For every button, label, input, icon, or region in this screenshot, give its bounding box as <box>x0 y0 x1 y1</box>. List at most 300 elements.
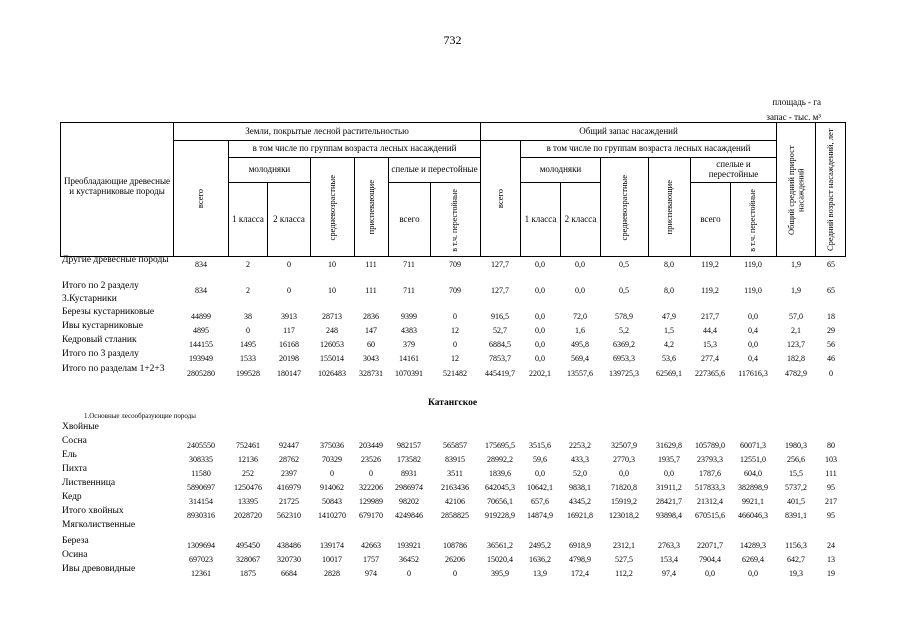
row-label: Березы кустарниковые <box>62 307 155 317</box>
table-cell: 521482 <box>443 369 467 378</box>
table-cell: 256,6 <box>787 455 805 464</box>
page-number: 732 <box>443 33 462 47</box>
table-cell: 433,3 <box>571 455 589 464</box>
table-cell: 153,4 <box>660 555 678 564</box>
table-cell: 4,2 <box>664 340 674 349</box>
table-header <box>60 122 846 257</box>
table-row <box>60 480 846 492</box>
table-cell: 139725,3 <box>609 369 639 378</box>
table-cell: 2397 <box>281 469 297 478</box>
table-cell: 129989 <box>359 497 383 506</box>
table-cell: 0,0 <box>575 260 585 269</box>
table-cell: 23793,3 <box>697 455 723 464</box>
table-row <box>60 351 846 363</box>
table-cell: 111 <box>365 260 377 269</box>
table-cell: 1,9 <box>791 286 801 295</box>
table-cell: 916,5 <box>491 312 509 321</box>
table-cell: 6269,4 <box>742 555 764 564</box>
table-cell: 70656,1 <box>487 497 513 506</box>
row-label: Мягколиственные <box>62 520 136 530</box>
row-label: Осина <box>62 550 88 560</box>
table-cell: 4782,9 <box>785 369 807 378</box>
table-cell: 1875 <box>240 569 256 578</box>
table-cell: 0 <box>453 569 457 578</box>
table-cell: 252 <box>242 469 254 478</box>
table-cell: 1410270 <box>318 511 346 520</box>
middle-aged-stock-header: средневозрастные <box>618 174 629 241</box>
table-cell: 0,0 <box>535 326 545 335</box>
row-label: Ивы древовидные <box>62 564 136 574</box>
table-cell: 60 <box>367 340 375 349</box>
table-cell: 117 <box>283 326 295 335</box>
table-cell: 1026483 <box>318 369 346 378</box>
table-cell: 65 <box>827 260 835 269</box>
table-cell: 565857 <box>443 441 467 450</box>
table-row <box>60 283 846 295</box>
row-label: Итого по 2 разделу <box>62 281 139 291</box>
middle-aged-area-header: средневозрастные <box>326 174 337 241</box>
table-cell: 495,8 <box>571 340 589 349</box>
table-cell: 15,3 <box>703 340 717 349</box>
table-cell: 42106 <box>445 497 465 506</box>
table-cell: 2312,1 <box>613 541 635 550</box>
table-cell: 6918,9 <box>569 541 591 550</box>
row-label: Хвойные <box>62 422 99 432</box>
row-label: Итого хвойных <box>62 506 124 516</box>
table-cell: 8,0 <box>664 260 674 269</box>
table-cell: 569,4 <box>571 354 589 363</box>
land-covered-header: Земли, покрытые лесной растительностью <box>245 126 409 137</box>
table-row <box>60 466 846 478</box>
table-cell: 982157 <box>397 441 421 450</box>
table-cell: 9399 <box>401 312 417 321</box>
table-cell: 139174 <box>320 541 344 550</box>
table-cell: 56 <box>827 340 835 349</box>
table-cell: 919228,9 <box>485 511 515 520</box>
mature-area-header: спелые и перестойные <box>391 164 478 175</box>
row-label: 3.Кустарники <box>62 294 117 304</box>
row-label: Кедровый стланик <box>62 335 137 345</box>
table-row <box>60 309 846 321</box>
table-cell: 1757 <box>363 555 379 564</box>
table-cell: 12136 <box>238 455 258 464</box>
table-cell: 12361 <box>191 569 211 578</box>
table-row <box>60 508 846 520</box>
table-cell: 8391,1 <box>785 511 807 520</box>
table-cell: 147 <box>365 326 377 335</box>
table-cell: 1,9 <box>791 260 801 269</box>
table-cell: 42663 <box>361 541 381 550</box>
table-row <box>60 366 846 378</box>
table-cell: 2828 <box>324 569 340 578</box>
table-row <box>60 296 846 308</box>
class2-area-header: 2 класса <box>273 214 305 225</box>
avg-age-header: Средний возраст насаждений, лет <box>825 128 836 252</box>
table-cell: 52,0 <box>573 469 587 478</box>
table-cell: 2,1 <box>791 326 801 335</box>
table-cell: 203449 <box>359 441 383 450</box>
table-row <box>60 452 846 464</box>
table-cell: 0 <box>287 260 291 269</box>
table-cell: 6369,2 <box>613 340 635 349</box>
table-cell: 44,4 <box>703 326 717 335</box>
table-cell: 95 <box>827 511 835 520</box>
table-cell: 1070391 <box>395 369 423 378</box>
table-cell: 14289,3 <box>740 541 766 550</box>
row-label: Сосна <box>62 436 87 446</box>
table-cell: 227365,6 <box>695 369 725 378</box>
table-cell: 0,4 <box>748 326 758 335</box>
table-cell: 6684 <box>281 569 297 578</box>
table-cell: 112,2 <box>615 569 633 578</box>
table-cell: 47,9 <box>662 312 676 321</box>
table-cell: 495450 <box>236 541 260 550</box>
table-cell: 2 <box>246 260 250 269</box>
table-cell: 6884,5 <box>489 340 511 349</box>
table-cell: 53,6 <box>662 354 676 363</box>
table-cell: 36452 <box>399 555 419 564</box>
table-cell: 9838,1 <box>569 483 591 492</box>
table-cell: 1636,2 <box>529 555 551 564</box>
table-cell: 72,0 <box>573 312 587 321</box>
table-cell: 0,0 <box>664 469 674 478</box>
table-cell: 15,5 <box>789 469 803 478</box>
row-label: Итого по разделам 1+2+3 <box>62 364 165 374</box>
table-cell: 752461 <box>236 441 260 450</box>
table-cell: 1495 <box>240 340 256 349</box>
table-cell: 182,8 <box>787 354 805 363</box>
table-cell: 1,6 <box>575 326 585 335</box>
table-cell: 10017 <box>322 555 342 564</box>
table-cell: 16921,8 <box>567 511 593 520</box>
table-cell: 578,9 <box>615 312 633 321</box>
class1-stock-header: 1 класса <box>524 214 557 225</box>
table-cell: 193921 <box>397 541 421 550</box>
table-cell: 375036 <box>320 441 344 450</box>
table-cell: 32507,9 <box>611 441 637 450</box>
table-cell: 9921,1 <box>742 497 764 506</box>
table-row <box>60 494 846 506</box>
table-cell: 24 <box>827 541 835 550</box>
table-cell: 604,0 <box>744 469 762 478</box>
row-label: Лиственница <box>62 478 116 488</box>
table-cell: 4895 <box>193 326 209 335</box>
table-cell: 0 <box>369 469 373 478</box>
table-cell: 14874,9 <box>527 511 553 520</box>
table-cell: 119,2 <box>701 286 719 295</box>
table-cell: 0,4 <box>748 354 758 363</box>
table-cell: 2495,2 <box>529 541 551 550</box>
table-cell: 217,7 <box>701 312 719 321</box>
table-cell: 1250476 <box>234 483 262 492</box>
table-cell: 127,7 <box>491 260 509 269</box>
table-cell: 0,0 <box>535 312 545 321</box>
table-cell: 379 <box>403 340 415 349</box>
table-cell: 248 <box>326 326 338 335</box>
table-cell: 914062 <box>320 483 344 492</box>
table-cell: 38 <box>244 312 252 321</box>
table-cell: 697023 <box>189 555 213 564</box>
table-cell: 2986974 <box>395 483 423 492</box>
table-cell: 709 <box>449 286 461 295</box>
table-cell: 0,0 <box>535 340 545 349</box>
table-cell: 711 <box>403 260 415 269</box>
table-cell: 52,7 <box>493 326 507 335</box>
table-cell: 2028720 <box>234 511 262 520</box>
age-groups-header-area: в том числе по группам возраста лесных насаждений <box>252 143 457 154</box>
table-cell: 123018,2 <box>609 511 639 520</box>
table-cell: 70329 <box>322 455 342 464</box>
table-row <box>60 566 846 578</box>
table-cell: 28762 <box>279 455 299 464</box>
table-cell: 13557,6 <box>567 369 593 378</box>
table-cell: 103 <box>825 455 837 464</box>
table-cell: 21312,4 <box>697 497 723 506</box>
table-cell: 22071,7 <box>697 541 723 550</box>
table-cell: 108786 <box>443 541 467 550</box>
table-row <box>60 438 846 450</box>
overmature-stock-header: в т.ч. перестойные <box>748 188 758 252</box>
table-cell: 62569,1 <box>656 369 682 378</box>
table-cell: 217 <box>825 497 837 506</box>
table-cell: 172,4 <box>571 569 589 578</box>
table-cell: 5890697 <box>187 483 215 492</box>
table-cell: 0,0 <box>748 569 758 578</box>
table-row <box>60 257 846 269</box>
table-cell: 10642,1 <box>527 483 553 492</box>
table-cell: 3043 <box>363 354 379 363</box>
table-cell: 322206 <box>359 483 383 492</box>
table-cell: 57,0 <box>789 312 803 321</box>
table-row <box>60 522 846 534</box>
table-cell: 5737,2 <box>785 483 807 492</box>
table-cell: 111 <box>825 469 837 478</box>
table-cell: 0 <box>246 326 250 335</box>
class2-stock-header: 2 класса <box>564 214 597 225</box>
table-cell: 308335 <box>189 455 213 464</box>
table-cell: 4249846 <box>395 511 423 520</box>
table-cell: 105789,0 <box>695 441 725 450</box>
table-cell: 0 <box>407 569 411 578</box>
table-cell: 328067 <box>236 555 260 564</box>
table-cell: 320730 <box>277 555 301 564</box>
table-cell: 59,6 <box>533 455 547 464</box>
table-row <box>60 424 846 436</box>
table-cell: 466046,3 <box>738 511 768 520</box>
table-cell: 111 <box>365 286 377 295</box>
table-cell: 0 <box>829 369 833 378</box>
table-cell: 12 <box>451 354 459 363</box>
table-cell: 416979 <box>277 483 301 492</box>
table-cell: 126053 <box>320 340 344 349</box>
table-cell: 4798,9 <box>569 555 591 564</box>
stock-total-header: Общий запас насаждений <box>579 126 678 137</box>
table-cell: 1787,6 <box>699 469 721 478</box>
table-cell: 0,0 <box>575 286 585 295</box>
table-cell: 180147 <box>277 369 301 378</box>
table-cell: 3511 <box>447 469 463 478</box>
table-cell: 119,0 <box>744 260 762 269</box>
table-cell: 4383 <box>401 326 417 335</box>
table-cell: 83915 <box>445 455 465 464</box>
table-cell: 8,0 <box>664 286 674 295</box>
table-cell: 517833,3 <box>695 483 725 492</box>
table-cell: 10 <box>328 260 336 269</box>
mature-total-stock-header: всего <box>700 214 721 225</box>
table-cell: 711 <box>403 286 415 295</box>
row-label: Пихта <box>62 464 87 474</box>
table-cell: 6953,3 <box>613 354 635 363</box>
table-cell: 0,0 <box>535 260 545 269</box>
table-cell: 21725 <box>279 497 299 506</box>
table-cell: 44899 <box>191 312 211 321</box>
table-cell: 119,2 <box>701 260 719 269</box>
table-cell: 7904,4 <box>699 555 721 564</box>
species-header: Преобладающие древесные и кустарниковые породы <box>64 176 170 196</box>
table-row <box>60 337 846 349</box>
table-cell: 60071,3 <box>740 441 766 450</box>
table-cell: 2 <box>246 286 250 295</box>
table-cell: 0,0 <box>535 469 545 478</box>
table-cell: 277,4 <box>701 354 719 363</box>
table-cell: 395,9 <box>491 569 509 578</box>
table-cell: 1935,7 <box>658 455 680 464</box>
table-cell: 7853,7 <box>489 354 511 363</box>
young-area-header: молодняки <box>248 164 291 175</box>
table-cell: 19,3 <box>789 569 803 578</box>
table-cell: 0 <box>330 469 334 478</box>
table-cell: 2405550 <box>187 441 215 450</box>
table-cell: 98202 <box>399 497 419 506</box>
table-cell: 65 <box>827 286 835 295</box>
table-cell: 28713 <box>322 312 342 321</box>
overmature-area-header: в т.ч. перестойные <box>450 188 460 252</box>
table-cell: 28421,7 <box>656 497 682 506</box>
table-cell: 92447 <box>279 441 299 450</box>
table-cell: 29 <box>827 326 835 335</box>
table-cell: 175695,5 <box>485 441 515 450</box>
table-cell: 2763,3 <box>658 541 680 550</box>
table-cell: 50843 <box>322 497 342 506</box>
age-groups-header-stock: в том числе по группам возраста лесных насаждений <box>546 143 751 154</box>
table-cell: 155014 <box>320 354 344 363</box>
table-cell: 31629,8 <box>656 441 682 450</box>
table-cell: 144155 <box>189 340 213 349</box>
mature-stock-header: спелые и перестойные <box>708 159 759 179</box>
unit-area-label: площадь - га <box>772 97 821 107</box>
table-cell: 173582 <box>397 455 421 464</box>
table-cell: 23526 <box>361 455 381 464</box>
table-cell: 93898,4 <box>656 511 682 520</box>
table-cell: 314154 <box>189 497 213 506</box>
table-cell: 709 <box>449 260 461 269</box>
table-cell: 1839,6 <box>489 469 511 478</box>
table-cell: 0,0 <box>619 469 629 478</box>
table-cell: 2858825 <box>441 511 469 520</box>
young-stock-header: молодняки <box>539 164 582 175</box>
table-cell: 382898,9 <box>738 483 768 492</box>
table-cell: 834 <box>195 286 207 295</box>
table-cell: 0,0 <box>748 340 758 349</box>
table-cell: 123,7 <box>787 340 805 349</box>
table-cell: 642,7 <box>787 555 805 564</box>
table-cell: 0 <box>453 312 457 321</box>
table-cell: 26206 <box>445 555 465 564</box>
table-cell: 0,0 <box>535 354 545 363</box>
table-cell: 18 <box>827 312 835 321</box>
table-cell: 31911,2 <box>656 483 682 492</box>
table-cell: 11580 <box>191 469 211 478</box>
table-cell: 8930316 <box>187 511 215 520</box>
avg-growth-header: Общий средний прирост насаждений <box>785 145 805 235</box>
table-cell: 10 <box>328 286 336 295</box>
class1-area-header: 1 класса <box>232 214 264 225</box>
table-cell: 14161 <box>399 354 419 363</box>
row-label: Ивы кустарниковые <box>62 321 143 331</box>
table-cell: 0,0 <box>535 286 545 295</box>
maturing-stock-header: приспевающие <box>663 180 674 235</box>
table-cell: 1309694 <box>187 541 215 550</box>
table-cell: 670515,6 <box>695 511 725 520</box>
table-row <box>60 552 846 564</box>
table-cell: 0,5 <box>619 260 629 269</box>
table-cell: 28992,2 <box>487 455 513 464</box>
table-cell: 46 <box>827 354 835 363</box>
table-cell: 5,2 <box>619 326 629 335</box>
table-cell: 12 <box>451 326 459 335</box>
table-cell: 2163436 <box>441 483 469 492</box>
unit-stock-label: запас - тыс. м³ <box>766 112 821 122</box>
table-cell: 117616,3 <box>738 369 768 378</box>
table-cell: 0,5 <box>619 286 629 295</box>
row-label: Другие древесные породы <box>62 255 169 265</box>
table-cell: 15020,4 <box>487 555 513 564</box>
table-cell: 527,5 <box>615 555 633 564</box>
table-cell: 36561,2 <box>487 541 513 550</box>
maturing-area-header: приспевающие <box>365 180 376 235</box>
total-stock-header: всего <box>494 189 505 209</box>
table-cell: 97,4 <box>662 569 676 578</box>
row-label: Ель <box>62 450 77 460</box>
table-cell: 12551,0 <box>740 455 766 464</box>
mature-total-area-header: всего <box>399 214 420 225</box>
table-cell: 193949 <box>189 354 213 363</box>
table-cell: 20198 <box>279 354 299 363</box>
table-cell: 3515,6 <box>529 441 551 450</box>
row-label: Береза <box>62 536 89 546</box>
table-cell: 71820,8 <box>611 483 637 492</box>
table-cell: 127,7 <box>491 286 509 295</box>
section-title: Катангское <box>427 398 478 408</box>
table-row <box>60 323 846 335</box>
table-cell: 3913 <box>281 312 297 321</box>
table-cell: 2202,1 <box>529 369 551 378</box>
table-cell: 0 <box>287 286 291 295</box>
table-cell: 2805280 <box>187 369 215 378</box>
table-cell: 13395 <box>238 497 258 506</box>
table-cell: 1156,3 <box>785 541 807 550</box>
table-cell: 642045,3 <box>485 483 515 492</box>
total-area-header: всего <box>195 189 206 209</box>
table-cell: 401,5 <box>787 497 805 506</box>
table-cell: 657,6 <box>531 497 549 506</box>
table-cell: 328731 <box>359 369 383 378</box>
table-cell: 438486 <box>277 541 301 550</box>
row-label: Кедр <box>62 492 82 502</box>
table-cell: 13,9 <box>533 569 547 578</box>
table-cell: 19 <box>827 569 835 578</box>
table-cell: 445419,7 <box>485 369 515 378</box>
